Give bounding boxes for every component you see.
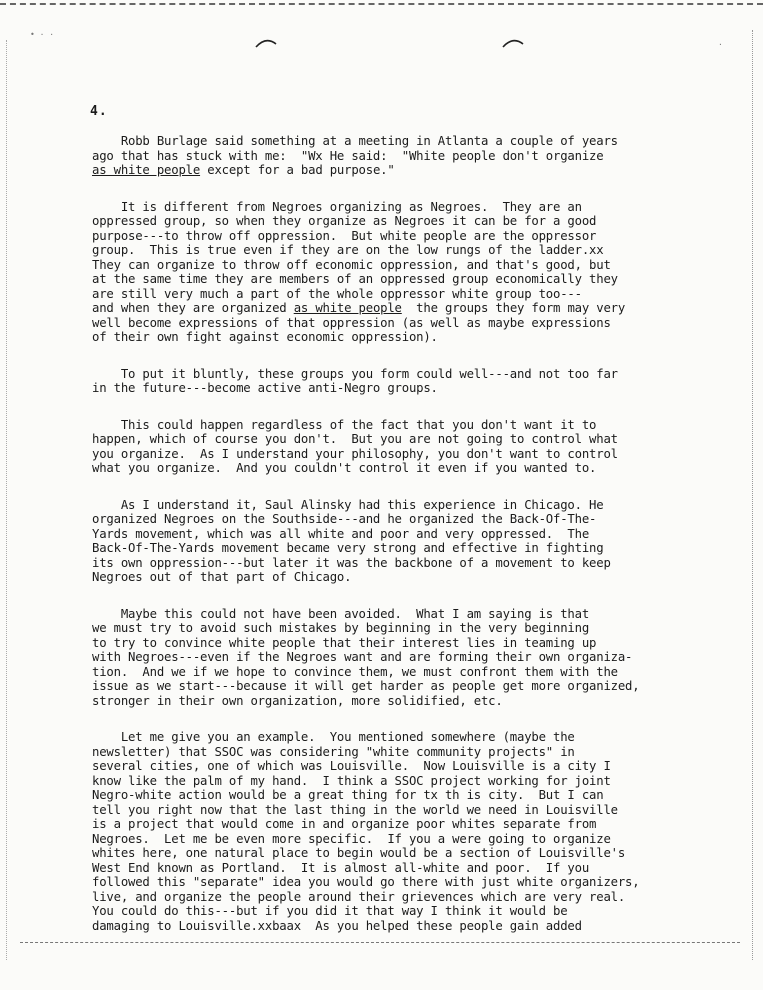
letter-body bbox=[92, 134, 692, 955]
line-text: newsletter) that SSOC was considering "white community projects" in bbox=[92, 744, 575, 759]
line-text: happen, which of course you don't. But you are not going to control what bbox=[92, 432, 618, 446]
text-line bbox=[92, 556, 692, 571]
text-line bbox=[92, 134, 692, 149]
text-line bbox=[92, 846, 692, 861]
text-line bbox=[92, 447, 692, 462]
line-text: is a project that would come in and organize poor whites separate from bbox=[92, 817, 597, 831]
paragraph bbox=[92, 200, 692, 345]
text-line bbox=[92, 163, 692, 178]
line-text: its own oppression---but later it was the backbone of a movement to keep bbox=[92, 555, 611, 570]
text-line bbox=[92, 330, 692, 345]
line-text: damaging to Louisville.xxbaax As you helped these people gain added bbox=[92, 918, 582, 933]
text-line bbox=[92, 730, 692, 745]
scan-speck: · bbox=[718, 40, 723, 49]
line-text: followed this "separate" idea you would go there with just white organizers, bbox=[92, 875, 640, 889]
text-line bbox=[92, 214, 692, 229]
left-page-edge bbox=[6, 40, 7, 960]
line-text: several cities, one of which was Louisville. Now Louisville is a city I bbox=[92, 759, 611, 773]
line-text: Maybe this could not have been avoided. What I am saying is that bbox=[92, 606, 590, 621]
text-line bbox=[92, 287, 692, 302]
line-text: Let me give you an example. You mentioned somewhere (maybe the bbox=[92, 730, 575, 744]
text-line bbox=[92, 745, 692, 760]
text-line bbox=[92, 774, 692, 789]
line-text: Negroes. Let me be even more specific. If you a were going to organize bbox=[92, 831, 611, 846]
text-line bbox=[92, 607, 692, 622]
line-text: stronger in their own organization, more solidified, etc. bbox=[92, 693, 503, 708]
line-text: you organize. As I understand your philosophy, you don't want to control bbox=[92, 446, 618, 461]
text-line bbox=[92, 621, 692, 636]
text-line bbox=[92, 875, 692, 890]
paragraph bbox=[92, 134, 692, 178]
text-line bbox=[92, 650, 692, 665]
text-line bbox=[92, 258, 692, 273]
line-text: organized Negroes on the Southside---and he organized the Back-Of-The- bbox=[92, 512, 597, 526]
text-line bbox=[92, 817, 692, 832]
line-text: whites here, one natural place to begin would be a section of Louisville's bbox=[92, 846, 626, 860]
line-text: tion. And we if we hope to convince them, we must confront them with the bbox=[92, 664, 618, 679]
text-line bbox=[92, 316, 692, 331]
line-text: group. This is true even if they are on the low rungs of the ladder.xx bbox=[92, 243, 604, 257]
text-line bbox=[92, 919, 692, 934]
paragraph bbox=[92, 607, 692, 709]
line-text: Yards movement, which was all white and poor and very oppressed. The bbox=[92, 526, 590, 541]
line-text: As I understand it, Saul Alinsky had this experience in Chicago. He bbox=[92, 497, 604, 512]
right-page-edge bbox=[752, 30, 753, 960]
line-text: issue as we start---because it will get harder as people get more organized, bbox=[92, 679, 640, 693]
text-line bbox=[92, 418, 692, 433]
paragraph bbox=[92, 498, 692, 585]
scan-speck: • · · bbox=[30, 30, 55, 39]
text-line bbox=[92, 498, 692, 513]
line-text: It is different from Negroes organizing as Negroes. They are an bbox=[92, 199, 582, 214]
line-text: with Negroes---even if the Negroes want and are forming their own organiza- bbox=[92, 650, 633, 664]
text-line bbox=[92, 679, 692, 694]
text-line bbox=[92, 636, 692, 651]
text-line bbox=[92, 149, 692, 164]
text-line bbox=[92, 243, 692, 258]
text-line bbox=[92, 694, 692, 709]
line-text: know like the palm of my hand. I think a SSOC project working for joint bbox=[92, 773, 611, 788]
text-line bbox=[92, 301, 692, 316]
text-line bbox=[92, 367, 692, 382]
underlined-phrase: as white people bbox=[92, 163, 201, 177]
line-text: This could happen regardless of the fact that you don't want it to bbox=[92, 417, 597, 432]
line-text: the groups they form may very bbox=[401, 301, 626, 315]
line-text: tell you right now that the last thing in the world we need in Louisville bbox=[92, 802, 618, 817]
line-text: Negroes out of that part of Chicago. bbox=[92, 570, 352, 584]
text-line bbox=[92, 200, 692, 215]
text-line bbox=[92, 890, 692, 905]
paragraph bbox=[92, 730, 692, 933]
line-text: Negro-white action would be a great thing for tx th is city. But I can bbox=[92, 788, 604, 802]
line-text: Robb Burlage said something at a meeting in Atlanta a couple of years bbox=[92, 134, 618, 148]
text-line bbox=[92, 832, 692, 847]
text-line bbox=[92, 570, 692, 585]
line-text: except for a bad purpose." bbox=[200, 163, 395, 177]
line-text: ago that has stuck with me: "Wx He said: "White people don't organize bbox=[92, 148, 604, 163]
line-text: in the future---become active anti-Negro groups. bbox=[92, 381, 438, 395]
underlined-phrase: as white people bbox=[293, 301, 402, 315]
paragraph bbox=[92, 418, 692, 476]
text-line bbox=[92, 461, 692, 476]
text-line bbox=[92, 904, 692, 919]
line-text: well become expressions of that oppression (as well as maybe expressions bbox=[92, 315, 611, 330]
text-line bbox=[92, 861, 692, 876]
text-line bbox=[92, 272, 692, 287]
page-number: 4. bbox=[90, 104, 108, 119]
line-text: and when they are organized bbox=[92, 301, 294, 315]
text-line bbox=[92, 759, 692, 774]
paragraph bbox=[92, 367, 692, 396]
text-line bbox=[92, 527, 692, 542]
text-line bbox=[92, 512, 692, 527]
line-text: what you organize. And you couldn't control it even if you wanted to. bbox=[92, 461, 597, 475]
line-text: to try to convince white people that their interest lies in teaming up bbox=[92, 635, 597, 650]
line-text: at the same time they are members of an oppressed group economically they bbox=[92, 272, 618, 286]
text-line bbox=[92, 432, 692, 447]
punch-hole-mark-left bbox=[255, 38, 277, 48]
line-text: West End known as Portland. It is almost all-white and poor. If you bbox=[92, 860, 590, 875]
text-line bbox=[92, 229, 692, 244]
punch-hole-mark-right bbox=[502, 38, 524, 48]
line-text: purpose---to throw off oppression. But white people are the oppressor bbox=[92, 228, 597, 243]
line-text: we must try to avoid such mistakes by beginning in the very beginning bbox=[92, 621, 590, 635]
text-line bbox=[92, 381, 692, 396]
line-text: live, and organize the people around their grievences which are very real. bbox=[92, 889, 626, 904]
text-line bbox=[92, 541, 692, 556]
line-text: of their own fight against economic oppression). bbox=[92, 330, 438, 344]
line-text: You could do this---but if you did it that way I think it would be bbox=[92, 904, 568, 918]
text-line bbox=[92, 665, 692, 680]
line-text: To put it bluntly, these groups you form could well---and not too far bbox=[92, 366, 618, 381]
line-text: oppressed group, so when they organize as Negroes it can be for a good bbox=[92, 214, 597, 228]
line-text: are still very much a part of the whole oppressor white group too--- bbox=[92, 286, 582, 301]
text-line bbox=[92, 788, 692, 803]
top-dashed-edge bbox=[0, 3, 763, 5]
line-text: Back-Of-The-Yards movement became very strong and effective in fighting bbox=[92, 541, 604, 555]
line-text: They can organize to throw off economic oppression, and that's good, but bbox=[92, 257, 611, 272]
text-line bbox=[92, 803, 692, 818]
